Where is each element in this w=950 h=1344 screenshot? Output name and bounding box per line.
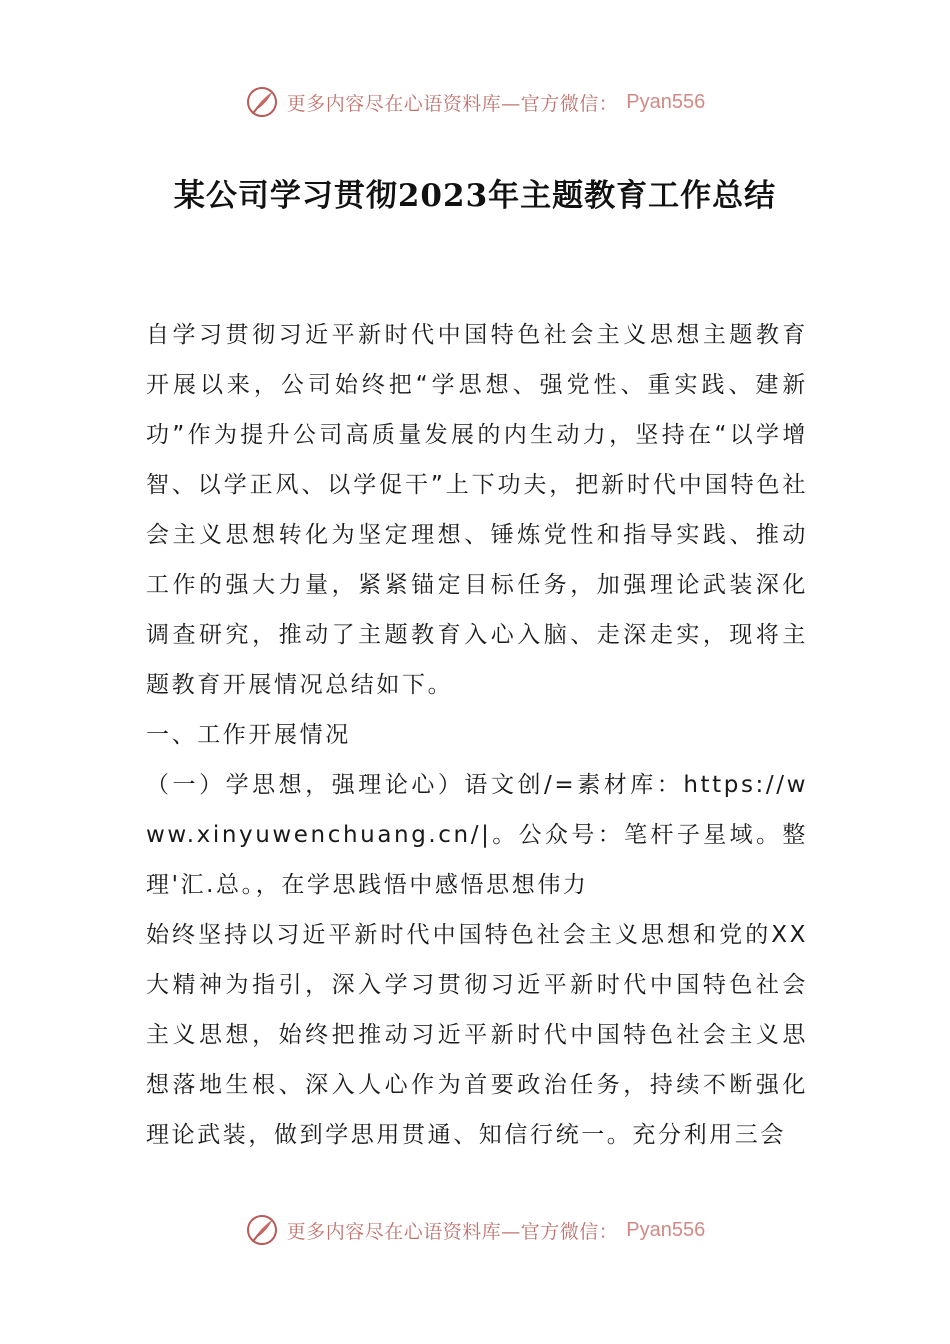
intro-paragraph: 自学习贯彻习近平新时代中国特色社会主义思想主题教育开展以来，公司始终把“学思想、强党性、重实践、建新功”作为提升公司高质量发展的内生动力，坚持在“以学增智、以学正风、以学促干”上下功夫，把新时代中国特色社会主义思想转化为坚定理想、锤炼党性和指导实践、推动工作的强大力量，紧紧锚定目标任务，加强理论武装深化调查研究，推动了主题教育入心入脑、走深走实，现将主题教育开展情况总结如下。 (146, 322, 808, 698)
footer-banner-wechat-id: Pyan556 (626, 1218, 706, 1241)
header-banner (0, 84, 950, 120)
header-banner-text: 更多内容尽在心语资料库—官方微信： (286, 92, 619, 115)
document-body (146, 310, 808, 1160)
section-heading: 一、工作开展情况 (146, 722, 351, 748)
subsection-heading: （一）学思想，强理论心）语文创/=素材库：https://www.xinyuwenchuang.cn/|。公众号：笔杆子星域。整理'汇.总。，在学思践悟中感悟思想伟力 (146, 772, 808, 898)
footer-banner-text: 更多内容尽在心语资料库—官方微信： (286, 1220, 619, 1243)
document-title: 某公司学习贯彻2023年主题教育工作总结 (173, 178, 777, 214)
feather-pen-logo-icon (245, 1213, 279, 1247)
header-banner-wechat-id: Pyan556 (626, 90, 706, 113)
footer-banner (0, 1212, 950, 1248)
feather-pen-logo-icon (245, 85, 279, 119)
body-paragraph: 始终坚持以习近平新时代中国特色社会主义思想和党的XX大精神为指引，深入学习贯彻习近平新时代中国特色社会主义思想，始终把推动习近平新时代中国特色社会主义思想落地生根、深入人心作为首要政治任务，持续不断强化理论武装，做到学思用贯通、知信行统一。充分利用三会 (146, 922, 808, 1148)
